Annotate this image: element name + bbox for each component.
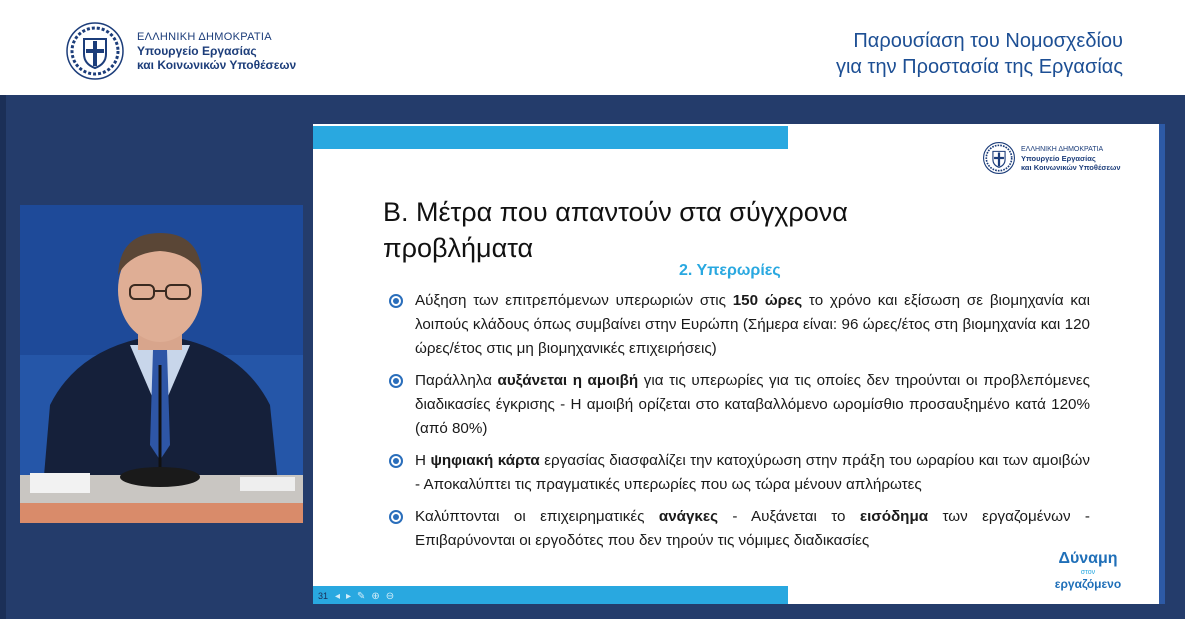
radio-bullet-icon: [389, 454, 403, 468]
slide-nav-controls[interactable]: ◂▸✎⊕⊖: [335, 591, 401, 602]
campaign-logo: Δύναμη στον εργαζόμενο: [1054, 550, 1122, 591]
slide-ministry-name: ΕΛΛΗΝΙΚΗ ΔΗΜΟΚΡΑΤΙΑ Υπουργείο Εργασίας και Κοινωνικών Υποθέσεων: [1021, 146, 1121, 172]
presentation-title: Παρουσίαση του Νομοσχεδίου για την Προστασία της Εργασίας: [835, 30, 1123, 78]
bullet-list: [385, 289, 1090, 561]
list-item: Παράλληλα αυξάνεται η αμοιβή για τις υπερωρίες για τις οποίες δεν τηρούνται οι προβλεπόμενες διαδικασίες έγκρισης - Η αμοιβή ορίζεται στο καταβαλλόμενο ωρομίσθιο προσαυξημένο κατά 120% (από 80%): [385, 369, 1090, 441]
radio-bullet-icon: [389, 294, 403, 308]
list-item: Η ψηφιακή κάρτα εργασίας διασφαλίζει την κατοχύρωση στην πράξη του ωραρίου και των αμοιβών - Αποκαλύπτει τις πραγματικές υπερωρίες που ως τώρα μένουν απλήρωτες: [385, 449, 1090, 497]
greek-coat-of-arms-icon: [66, 22, 124, 80]
greek-coat-of-arms-icon: [983, 142, 1015, 174]
top-header: [0, 0, 1185, 95]
stage-edge: [0, 95, 6, 619]
slide-top-stripe: [313, 126, 788, 149]
section-title: 2. Υπερωρίες: [679, 262, 781, 279]
slide-right-bar: [1159, 124, 1165, 604]
speaker-video: [20, 205, 303, 523]
presentation-slide: [313, 124, 1165, 604]
ministry-name: ΕΛΛΗΝΙΚΗ ΔΗΜΟΚΡΑΤΙΑ Υπουργείο Εργασίας και Κοινωνικών Υποθέσεων: [137, 31, 297, 72]
slide-title: Β. Μέτρα που απαντούν στα σύγχρονα προβλήματα: [383, 197, 848, 263]
radio-bullet-icon: [389, 510, 403, 524]
list-item: Αύξηση των επιτρεπόμενων υπερωριών στις 150 ώρες το χρόνο και εξίσωση σε βιομηχανία και λοιπούς κλάδους όπως συμβαίνει στην Ευρώπη (Σήμερα είναι: 96 ώρες/έτος στη βιομηχανία και 120 ώρες/έτος στις μη βιομηχανικές επιχειρήσεις): [385, 289, 1090, 361]
list-item: Καλύπτονται οι επιχειρηματικές ανάγκες - Αυξάνεται το εισόδημα των εργαζομένων - Επιβαρύνονται οι εργοδότες που δεν τηρούν τις νόμιμες διαδικασίες: [385, 505, 1090, 553]
radio-bullet-icon: [389, 374, 403, 388]
slide-page-number: 31: [318, 591, 329, 601]
